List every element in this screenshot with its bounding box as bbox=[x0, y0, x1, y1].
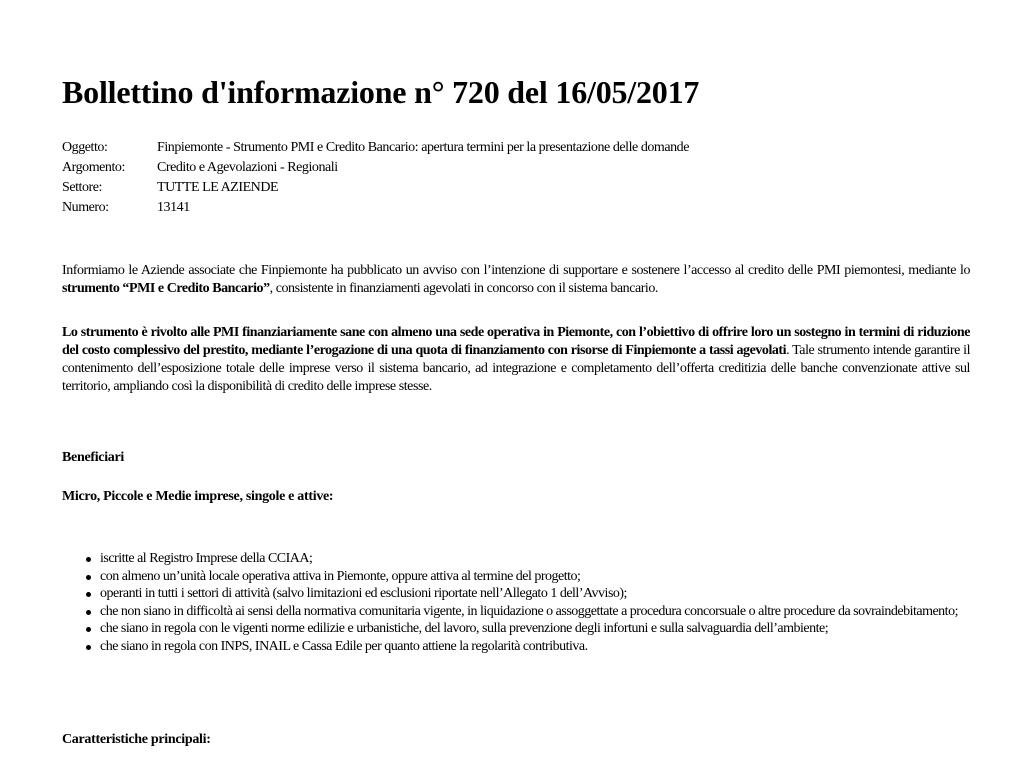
intro-bold-instrument: strumento “PMI e Credito Bancario” bbox=[62, 281, 270, 296]
meta-value-argomento: Credito e Agevolazioni - Regionali bbox=[157, 160, 338, 175]
instrument-text-rest: . Tale strumento intende garantire il contenimento dell’esposizione totale delle imprese verso il sistema bancario, ad integrazione e completamento dell’offerta creditizia delle banche convenzionate attive sul territorio, ampliando così la disponibilità di credito delle imprese stesse. bbox=[62, 343, 971, 394]
instrument-paragraph bbox=[62, 324, 970, 396]
meta-label-argomento: Argomento: bbox=[62, 160, 125, 175]
list-item: che siano in regola con le vigenti norme edilizie e urbanistiche, del lavoro, sulla prevenzione degli infortuni e sulla salvaguardia dell’ambiente; bbox=[100, 620, 970, 638]
meta-value-oggetto: Finpiemonte - Strumento PMI e Credito Bancario: apertura termini per la presentazione delle domande bbox=[157, 140, 689, 155]
list-item: che non siano in difficoltà ai sensi della normativa comunitaria vigente, in liquidazione o assoggettate a procedura concorsuale o altre procedure da sovraindebitamento; bbox=[100, 603, 970, 621]
section-heading-caratteristiche: Caratteristiche principali: bbox=[62, 732, 211, 747]
intro-text-end: , consistente in finanziamenti agevolati in concorso con il sistema bancario. bbox=[269, 281, 658, 296]
list-item: che siano in regola con INPS, INAIL e Cassa Edile per quanto attiene la regolarità contributiva. bbox=[100, 638, 970, 656]
metadata-table bbox=[62, 138, 689, 218]
list-item: con almeno un’unità locale operativa attiva in Piemonte, oppure attiva al termine del progetto; bbox=[100, 568, 970, 586]
instrument-bold-text: Lo strumento è rivolto alle PMI finanziariamente sane con almeno una sede operativa in Piemonte, con l’obiettivo di offrire loro un sostegno in termini di riduzione del costo complessivo del prestito, mediante l’erogazione di una quota di finanziamento con risorse di Finpiemonte a tassi agevolati bbox=[62, 325, 970, 358]
list-item: operanti in tutti i settori di attività (salvo limitazioni ed esclusioni riportate nell’Allegato 1 dell’Avviso); bbox=[100, 585, 970, 603]
meta-row-settore bbox=[62, 178, 689, 198]
requirements-list bbox=[62, 550, 970, 655]
meta-label-oggetto: Oggetto: bbox=[62, 140, 108, 155]
meta-label-settore: Settore: bbox=[62, 180, 102, 195]
meta-value-numero: 13141 bbox=[157, 200, 190, 215]
page-title: Bollettino d'informazione n° 720 del 16/05/2017 bbox=[62, 74, 700, 110]
section-heading-micro-imprese: Micro, Piccole e Medie imprese, singole e attive: bbox=[62, 489, 334, 504]
meta-row-oggetto bbox=[62, 138, 689, 158]
section-heading-beneficiari: Beneficiari bbox=[62, 450, 125, 465]
list-item: iscritte al Registro Imprese della CCIAA; bbox=[100, 550, 970, 568]
meta-row-numero bbox=[62, 198, 689, 218]
meta-label-numero: Numero: bbox=[62, 200, 109, 215]
meta-row-argomento bbox=[62, 158, 689, 178]
intro-paragraph bbox=[62, 262, 970, 298]
meta-value-settore: TUTTE LE AZIENDE bbox=[157, 180, 279, 195]
intro-text-start: Informiamo le Aziende associate che Finpiemonte ha pubblicato un avviso con l’intenzione di supportare e sostenere l’accesso al credito delle PMI piemontesi, mediante lo bbox=[62, 263, 970, 278]
